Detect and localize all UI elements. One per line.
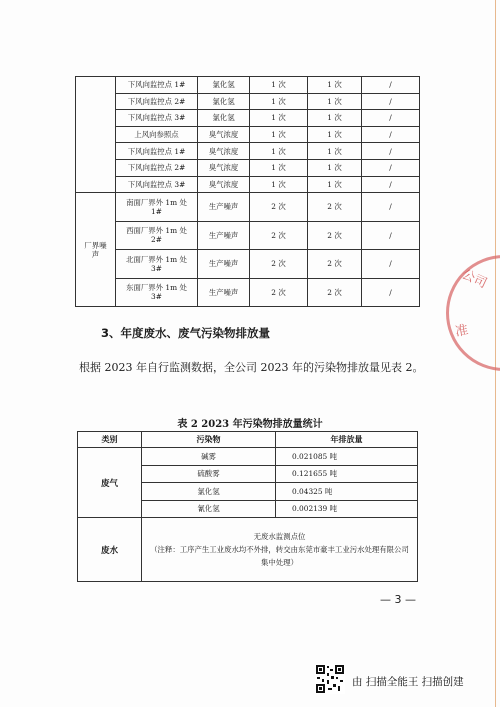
monitoring-point: 下风向监控点 3# xyxy=(116,110,198,127)
pollutant-cell: 氰化氢 xyxy=(142,500,276,518)
frequency-1: 1 次 xyxy=(250,110,308,127)
table-caption: 表 2 2023 年污染物排放量统计 xyxy=(177,419,323,430)
frequency-1: 1 次 xyxy=(250,176,308,193)
frequency-1: 1 次 xyxy=(250,77,308,94)
frequency-2: 2 次 xyxy=(308,221,362,250)
frequency-1: 1 次 xyxy=(250,93,308,110)
frequency-3: / xyxy=(362,176,420,193)
frequency-2: 2 次 xyxy=(308,193,362,222)
frequency-1: 2 次 xyxy=(250,278,308,307)
monitoring-table xyxy=(75,76,420,307)
table-row xyxy=(78,448,418,466)
amount-cell: 0.04325 吨 xyxy=(276,483,418,501)
header-pollutant: 污染物 xyxy=(142,432,276,448)
water-category-cell: 废水 xyxy=(78,518,142,582)
header-amount: 年排放量 xyxy=(276,432,418,448)
frequency-3: / xyxy=(362,93,420,110)
monitoring-point: 北面厂界外 1m 处 3# xyxy=(116,250,198,279)
monitoring-point: 南面厂界外 1m 处 1# xyxy=(116,193,198,222)
seal-text-fragment: 公司 xyxy=(459,267,490,292)
monitoring-point: 上风向参照点 xyxy=(116,126,198,143)
monitoring-point: 下风向监控点 1# xyxy=(116,77,198,94)
frequency-3: / xyxy=(362,126,420,143)
table-row xyxy=(76,93,420,110)
emissions-table xyxy=(77,431,418,582)
scanner-watermark: 由 扫描全能王 扫描创建 xyxy=(352,676,464,688)
table-row xyxy=(76,159,420,176)
frequency-2: 1 次 xyxy=(308,77,362,94)
monitoring-item: 氯化氢 xyxy=(198,77,250,94)
frequency-1: 2 次 xyxy=(250,221,308,250)
amount-cell: 0.121655 吨 xyxy=(276,465,418,483)
body-paragraph: 根据 2023 年自行监测数据，全公司 2023 年的污染物排放量见表 2。 xyxy=(79,361,424,374)
frequency-3: / xyxy=(362,278,420,307)
monitoring-item: 生产噪声 xyxy=(198,278,250,307)
frequency-2: 1 次 xyxy=(308,176,362,193)
frequency-3: / xyxy=(362,193,420,222)
frequency-2: 1 次 xyxy=(308,93,362,110)
header-category: 类别 xyxy=(78,432,142,448)
frequency-2: 1 次 xyxy=(308,126,362,143)
monitoring-item: 臭气浓度 xyxy=(198,143,250,160)
frequency-3: / xyxy=(362,143,420,160)
monitoring-point: 下风向监控点 2# xyxy=(116,159,198,176)
frequency-3: / xyxy=(362,250,420,279)
wastewater-note-cell: 无废水监测点位 （注释：工序产生工业废水均不外排，转交由东莞市豪丰工业污水处理有限公司集中处理） xyxy=(142,518,418,582)
monitoring-point: 东面厂界外 1m 处 3# xyxy=(116,278,198,307)
seal-text-fragment: 准 xyxy=(454,322,470,340)
frequency-1: 2 次 xyxy=(250,250,308,279)
frequency-1: 1 次 xyxy=(250,143,308,160)
table-row xyxy=(78,518,418,582)
frequency-3: / xyxy=(362,110,420,127)
monitoring-item: 臭气浓度 xyxy=(198,126,250,143)
table-row xyxy=(76,126,420,143)
frequency-2: 1 次 xyxy=(308,159,362,176)
monitoring-item: 氯化氢 xyxy=(198,93,250,110)
amount-cell: 0.002139 吨 xyxy=(276,500,418,518)
monitoring-item: 氯化氢 xyxy=(198,110,250,127)
pollutant-cell: 硫酸雾 xyxy=(142,465,276,483)
monitoring-point: 下风向监控点 2# xyxy=(116,93,198,110)
monitoring-item: 臭气浓度 xyxy=(198,176,250,193)
monitoring-point: 下风向监控点 1# xyxy=(116,143,198,160)
frequency-2: 2 次 xyxy=(308,278,362,307)
frequency-1: 1 次 xyxy=(250,159,308,176)
pollutant-cell: 氯化氢 xyxy=(142,483,276,501)
frequency-2: 2 次 xyxy=(308,250,362,279)
table-row xyxy=(76,110,420,127)
table-row xyxy=(76,143,420,160)
frequency-2: 1 次 xyxy=(308,110,362,127)
monitoring-item: 生产噪声 xyxy=(198,250,250,279)
amount-cell: 0.021085 吨 xyxy=(276,448,418,466)
table-header-row xyxy=(78,432,418,448)
monitoring-item: 生产噪声 xyxy=(198,193,250,222)
frequency-1: 1 次 xyxy=(250,126,308,143)
section-heading: 3、年度废水、废气污染物排放量 xyxy=(101,326,270,340)
table-row xyxy=(76,278,420,307)
noise-category-cell: 厂界噪 声 xyxy=(76,193,116,307)
table-row xyxy=(76,250,420,279)
table-row xyxy=(76,176,420,193)
table-row xyxy=(76,221,420,250)
frequency-3: / xyxy=(362,159,420,176)
monitoring-point: 西面厂界外 1m 处 2# xyxy=(116,221,198,250)
monitoring-item: 生产噪声 xyxy=(198,221,250,250)
gas-category-cell: 废气 xyxy=(78,448,142,518)
table-row xyxy=(76,193,420,222)
page-number: — 3 — xyxy=(380,593,416,606)
monitoring-point: 下风向监控点 3# xyxy=(116,176,198,193)
frequency-3: / xyxy=(362,77,420,94)
monitoring-item: 臭气浓度 xyxy=(198,159,250,176)
frequency-1: 2 次 xyxy=(250,193,308,222)
qr-code-icon xyxy=(315,664,345,694)
blank-category-cell xyxy=(76,77,116,193)
pollutant-cell: 碱雾 xyxy=(142,448,276,466)
frequency-3: / xyxy=(362,221,420,250)
frequency-2: 1 次 xyxy=(308,143,362,160)
table-row xyxy=(76,77,420,94)
